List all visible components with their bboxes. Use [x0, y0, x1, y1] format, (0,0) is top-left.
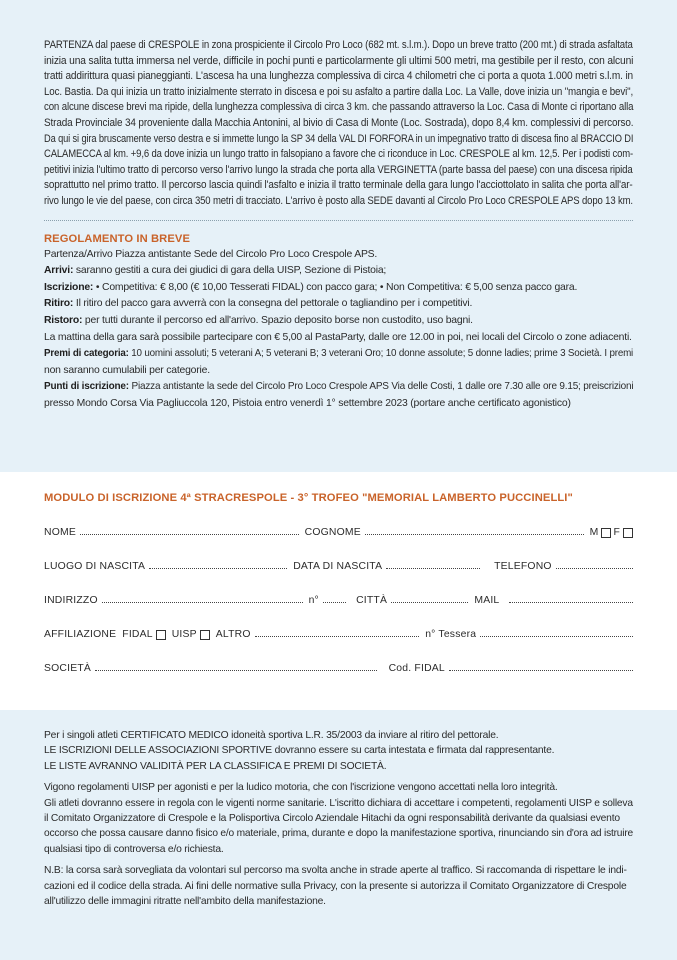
m-checkbox[interactable]: [601, 528, 611, 538]
tessera-field[interactable]: [480, 625, 633, 637]
label-cognome: COGNOME: [304, 527, 361, 538]
form-row-address: [44, 588, 633, 606]
uisp-checkbox[interactable]: [200, 630, 210, 640]
rule-punti-label: Punti di iscrizione:: [44, 381, 129, 393]
form-row-name: [44, 520, 633, 538]
rules-list: [44, 247, 633, 413]
course-line: Da qui si gira bruscamente verso destra e si immette lungo la SP 34 della VAL DI FORFORA in un impegnativo tratto di discesa fino al BRACCIO DI: [44, 132, 634, 145]
form-row-society: [44, 656, 633, 674]
label-cod-fidal: Cod. FIDAL: [388, 663, 445, 674]
rule-punti-cont: presso Mondo Corsa Via Pagliuccola 120, Pistoia entro venerdì 1° settembre 2023 (portare anche certificato agonistico): [44, 397, 571, 409]
label-nome: NOME: [44, 527, 76, 538]
label-altro: ALTRO: [215, 629, 251, 640]
note-line: LE LISTE AVRANNO VALIDITÀ PER LA CLASSIFICA E PREMI DI SOCIETÀ.: [44, 760, 387, 772]
label-m: M: [589, 527, 599, 538]
note-line: Gli atleti dovranno essere in regola con le vigenti norme sanitarie. L'iscritto dichiara di accettare i competenti, regolamenti UISP e solleva: [44, 797, 633, 809]
label-affiliazione: AFFILIAZIONE: [44, 629, 117, 640]
course-line: Strada Provinciale 34 proveniente dalla Macchia Antonini, al bivio di Casa di Monte (Loc. Sostrada), dopo 8,4 km. complessivi di percorso.: [44, 116, 634, 129]
label-numero: n°: [308, 595, 319, 606]
course-description-section: [0, 0, 677, 472]
form-row-birth: [44, 554, 633, 572]
note-line: N.B: la corsa sarà sorvegliata da volontari sul percorso ma svolta anche in strade aperte al traffico. Si raccomanda di rispettare le indi-: [44, 865, 627, 877]
notes-nb: [44, 863, 633, 909]
label-f: F: [613, 527, 620, 538]
label-telefono: TELEFONO: [494, 561, 552, 572]
rules-title: REGOLAMENTO IN BREVE: [44, 232, 191, 245]
rule-pasta-party: La mattina della gara sarà possibile partecipare con € 5,00 al PastaParty, dalle ore 12.00 in poi, nei locali del Circolo o zone adiacenti.: [44, 331, 632, 343]
label-mail: MAIL: [474, 595, 500, 606]
rule-partenza: Partenza/Arrivo Piazza antistante Sede del Circolo Pro Loco Crespole APS.: [44, 248, 378, 260]
course-line: petitivi inizia l'ultimo tratto di percorso verso l'arrivo lungo la strada che porta alla VERGINETTA (parte bassa del paese) con una discesa ripida: [44, 163, 633, 176]
rule-ristoro-label: Ristoro:: [44, 314, 83, 326]
fidal-checkbox[interactable]: [156, 630, 166, 640]
notes-registration: [44, 728, 633, 774]
note-line: occorso che possa causare danno fisico e/o materiale, prima, durante e dopo la manifestazione sportiva, rinunciando sin d'ora ad istruire: [44, 828, 634, 840]
label-indirizzo: INDIRIZZO: [44, 595, 98, 606]
course-line: tratti addirittura quasi pianeggianti. L'ascesa ha una lunghezza complessiva di circa 4 chilometri che ci porta a quota 1.000 metri s.l.m. in: [44, 70, 634, 83]
rule-premi: [44, 346, 633, 363]
rule-punti: [44, 379, 633, 396]
course-line: Loc. Bastia. Da qui inizia un tratto inizialmente sterrato in discesa e poi su asfalto a partire dalla Loc. La Valle, dove inizia un "mangia e bevi",: [44, 85, 634, 98]
altro-field[interactable]: [255, 625, 420, 637]
luogo-field[interactable]: [149, 557, 287, 569]
course-line: CALAMECCA al km. +9,6 da dove inizia un lungo tratto in falsopiano a favore che ci riconduce in Loc. CRESPOLE al km. 12,5. Per i podisti com-: [44, 148, 634, 161]
course-line: con alcune discese brevi ma ripide, della lunghezza complessiva di circa 3 km. che passando attraverso la Loc. Casa di Monte ci riportano alla: [44, 101, 634, 114]
cod-fidal-field[interactable]: [449, 659, 633, 671]
citta-field[interactable]: [391, 591, 468, 603]
note-line: Vigono regolamenti UISP per agonisti e per la ludico motoria, che con l'iscrizione vengono accettati nella loro integrità.: [44, 782, 558, 794]
telefono-field[interactable]: [556, 557, 633, 569]
label-societa: SOCIETÀ: [44, 663, 92, 674]
rule-arrivi: [44, 263, 386, 280]
rule-iscrizione-text: • Competitiva: € 8,00 (€ 10,00 Tesserati FIDAL) con pacco gara; • Non Competitiva: € 5,00 senza pacco gara.: [93, 281, 578, 293]
registration-form: [0, 472, 677, 710]
note-line: all'utilizzo delle immagini ritratte nell'ambito della manifestazione.: [44, 896, 326, 908]
course-line: inizia una salita tutta immersa nel verde, difficile in pochi punti e particolarmente gli ultimi 500 metri, ma gestibile per il resto, con alcuni: [44, 54, 634, 67]
note-line: cazioni ed il codice della strada. Ai fini delle normative sulla Privacy, con la presente si autorizza il Comitato Organizzatore di Crespole: [44, 880, 627, 892]
label-luogo: LUOGO DI NASCITA: [44, 561, 146, 572]
societa-field[interactable]: [95, 659, 377, 671]
rule-arrivi-text: saranno gestiti a cura dei giudici di gara della UISP, Sezione di Pistoia;: [73, 265, 387, 277]
course-description: [44, 38, 633, 210]
cognome-field[interactable]: [365, 523, 584, 535]
rule-ritiro-label: Ritiro:: [44, 298, 74, 310]
note-line: qualsiasi tipo di controversa e/o richiesta.: [44, 843, 224, 855]
notes-section: [0, 710, 677, 960]
label-data: DATA DI NASCITA: [293, 561, 383, 572]
mail-field[interactable]: [509, 591, 633, 603]
rule-iscrizione-label: Iscrizione:: [44, 281, 94, 293]
note-line: LE ISCRIZIONI DELLE ASSOCIAZIONI SPORTIVE dovranno essere su carta intestata e firmata dal rappresentante.: [44, 745, 555, 757]
rule-punti-text: Piazza antistante la sede del Circolo Pro Loco Crespole APS Via delle Costi, 1 dalle ore 7.30 alle ore 9.15; preiscrizioni: [128, 381, 634, 393]
form-title: MODULO DI ISCRIZIONE 4ª STRACRESPOLE - 3° TROFEO "MEMORIAL LAMBERTO PUCCINELLI": [44, 492, 573, 504]
rule-premi-label: Premi di categoria:: [44, 348, 129, 360]
rule-arrivi-label: Arrivi:: [44, 265, 74, 277]
form-row-affiliation: [44, 622, 633, 640]
notes-regulations: [44, 780, 633, 857]
rule-premi-text: 10 uomini assoluti; 5 veterani A; 5 veterani B; 3 veterani Oro; 10 donne assolute; 5 donne ladies; prime 3 Società. I premi: [128, 348, 634, 360]
note-line: Per i singoli atleti CERTIFICATO MEDICO idoneità sportiva L.R. 35/2003 da inviare al ritiro del pettorale.: [44, 730, 499, 741]
data-field[interactable]: [386, 557, 480, 569]
dotted-divider: [44, 220, 633, 221]
rule-ristoro-text: per tutti durante il percorso ed all'arrivo. Spazio deposito borse non custodito, uso bagni.: [82, 314, 473, 326]
label-citta: CITTÀ: [356, 595, 388, 606]
label-tessera: n° Tessera: [425, 629, 477, 640]
rule-iscrizione: [44, 280, 577, 297]
rule-ritiro: [44, 296, 472, 313]
rule-ristoro: [44, 313, 473, 330]
numero-field[interactable]: [323, 591, 346, 603]
nome-field[interactable]: [80, 523, 299, 535]
indirizzo-field[interactable]: [102, 591, 303, 603]
label-uisp: UISP: [171, 629, 197, 640]
course-line: PARTENZA dal paese di CRESPOLE in zona prospiciente il Circolo Pro Loco (682 mt. s.l.m.). Dopo un breve tratto (200 mt.) di strada asfaltata: [44, 39, 633, 51]
label-fidal: FIDAL: [122, 629, 153, 640]
f-checkbox[interactable]: [623, 528, 633, 538]
course-line: soprattutto nel primo tratto. Il percorso lascia quindi l'asfalto e inizia il tratto terminale della gara lungo l'acciottolato in salita che porta all'ar-: [44, 179, 633, 192]
rule-ritiro-text: Il ritiro del pacco gara avverrà con la consegna del pettorale o tagliandino per i competitivi.: [73, 298, 473, 310]
note-line: il Comitato Organizzatore di Crespole e la Polisportiva Circolo Aziendale Hitachi da ogni responsabilità derivante da qualsiasi evento: [44, 813, 620, 825]
rule-premi-cont: non saranno cumulabili per categorie.: [44, 364, 210, 376]
course-line: rivo lungo le vie del paese, con circa 350 metri di tracciato. L'arrivo è posto alla SEDE davanti al Circolo Pro Loco CRESPOLE APS dopo 13 km.: [44, 194, 633, 207]
